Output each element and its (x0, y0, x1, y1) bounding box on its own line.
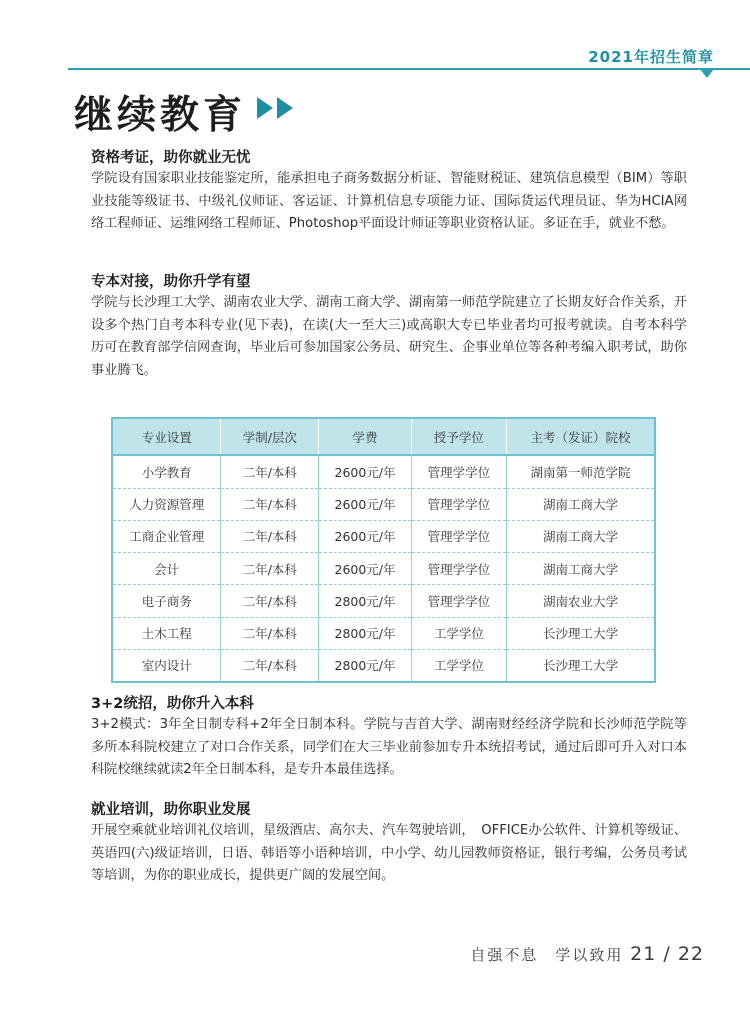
table-cell: 2800元/年 (319, 617, 412, 649)
column-header: 学费 (319, 419, 412, 455)
section-body: 开展空乘就业培训礼仪培训，星级酒店、高尔夫、汽车驾驶培训， OFFICE办公软件、计算机等级证、英语四(六)级证培训，日语、韩语等小语种培训，中小学、幼儿园教师资格证，银行考编，公务员考试等培训，为你的职业成长，提供更广阔的发展空间。 (91, 823, 687, 883)
page-number: 21 / 22 (630, 943, 704, 965)
table-row (113, 649, 654, 681)
table-cell: 湖南第一师范学院 (507, 455, 654, 488)
table-cell: 小学教育 (113, 455, 221, 488)
table-cell: 工商企业管理 (113, 520, 221, 552)
section-cert (91, 148, 687, 236)
header-rule (68, 68, 750, 70)
table-cell: 湖南工商大学 (507, 488, 654, 520)
table-cell: 管理学学位 (411, 488, 506, 520)
table-cell: 二年/本科 (221, 488, 319, 520)
page-title: 继续教育 (74, 93, 247, 138)
table-cell: 湖南工商大学 (507, 553, 654, 585)
column-header: 授予学位 (411, 419, 506, 455)
table-row (113, 617, 654, 649)
table-cell: 二年/本科 (221, 455, 319, 488)
column-header: 主考（发证）院校 (507, 419, 654, 455)
column-header: 学制/层次 (221, 419, 319, 455)
table-cell: 2600元/年 (319, 488, 412, 520)
table-row (113, 553, 654, 585)
section-heading: 资格考证，助你就业无忧 (91, 150, 251, 166)
table-cell: 二年/本科 (221, 520, 319, 552)
section-body: 学院设有国家职业技能鉴定所，能承担电子商务数据分析证、智能财税证、建筑信息模型（BIM）等职业技能等级证书、中级礼仪师证、客运证、计算机信息专项能力证、国际货运代理员证、华为HCIA网络工程师证、运维网络工程师证、Photoshop平面设计师证等职业资格认证。多证在手，就业不愁。 (91, 171, 687, 231)
table-cell: 二年/本科 (221, 553, 319, 585)
section-body: 学院与长沙理工大学、湖南农业大学、湖南工商大学、湖南第一师范学院建立了长期友好合作关系，开设多个热门自考本科专业(见下表)，在读(大一至大三)或高职大专已毕业者均可报考就读。自考本科学历可在教育部学信网查询，毕业后可参加国家公务员、研究生、企事业单位等各种考编入职考试，助你事业腾飞。 (91, 295, 687, 378)
table-cell: 湖南农业大学 (507, 585, 654, 617)
table-cell: 2800元/年 (319, 585, 412, 617)
header-notch-icon (700, 69, 714, 78)
table-cell: 管理学学位 (411, 455, 506, 488)
table-cell: 管理学学位 (411, 585, 506, 617)
table-cell: 工学学位 (411, 649, 506, 681)
program-table (111, 417, 656, 683)
section-three-plus-two (91, 694, 687, 782)
table-cell: 电子商务 (113, 585, 221, 617)
table-row (113, 520, 654, 552)
section-heading: 就业培训，助你职业发展 (91, 802, 251, 818)
table-cell: 二年/本科 (221, 585, 319, 617)
table-cell: 二年/本科 (221, 617, 319, 649)
table-row (113, 455, 654, 488)
table-cell: 长沙理工大学 (507, 617, 654, 649)
table-cell: 2600元/年 (319, 553, 412, 585)
table-header-row (113, 419, 654, 455)
table-cell: 2800元/年 (319, 649, 412, 681)
table-cell: 会计 (113, 553, 221, 585)
table-row (113, 585, 654, 617)
section-body: 3+2模式：3年全日制专科+2年全日制本科。学院与吉首大学、湖南财经经济学院和长沙师范学院等多所本科院校建立了对口合作关系，同学们在大三毕业前参加专升本统招考试，通过后即可升入对口本科院校继续就读2年全日制本科，是专升本最佳选择。 (91, 717, 687, 777)
table-cell: 长沙理工大学 (543, 658, 619, 674)
table-cell: 2600元/年 (319, 520, 412, 552)
table-cell: 管理学学位 (411, 553, 506, 585)
brochure-tag: 2021年招生简章 (588, 48, 714, 66)
table-cell: 管理学学位 (411, 520, 506, 552)
column-header: 专业设置 (113, 419, 221, 455)
table-cell: 土木工程 (113, 617, 221, 649)
table-row (113, 488, 654, 520)
table-cell: 湖南工商大学 (507, 520, 654, 552)
page-footer (470, 943, 704, 965)
table-cell: 2600元/年 (319, 455, 412, 488)
section-training (91, 800, 687, 888)
footer-motto: 自强不息 学以致用 (470, 946, 624, 964)
section-upgrade (91, 272, 687, 382)
section-heading: 专本对接，助你升学有望 (91, 274, 251, 290)
table-cell: 室内设计 (113, 649, 221, 681)
table-cell: 二年/本科 (221, 649, 319, 681)
table-cell: 人力资源管理 (113, 488, 221, 520)
table-cell: 工学学位 (411, 617, 506, 649)
double-arrow-icon (257, 95, 299, 121)
section-heading: 3+2统招，助你升入本科 (91, 696, 254, 712)
